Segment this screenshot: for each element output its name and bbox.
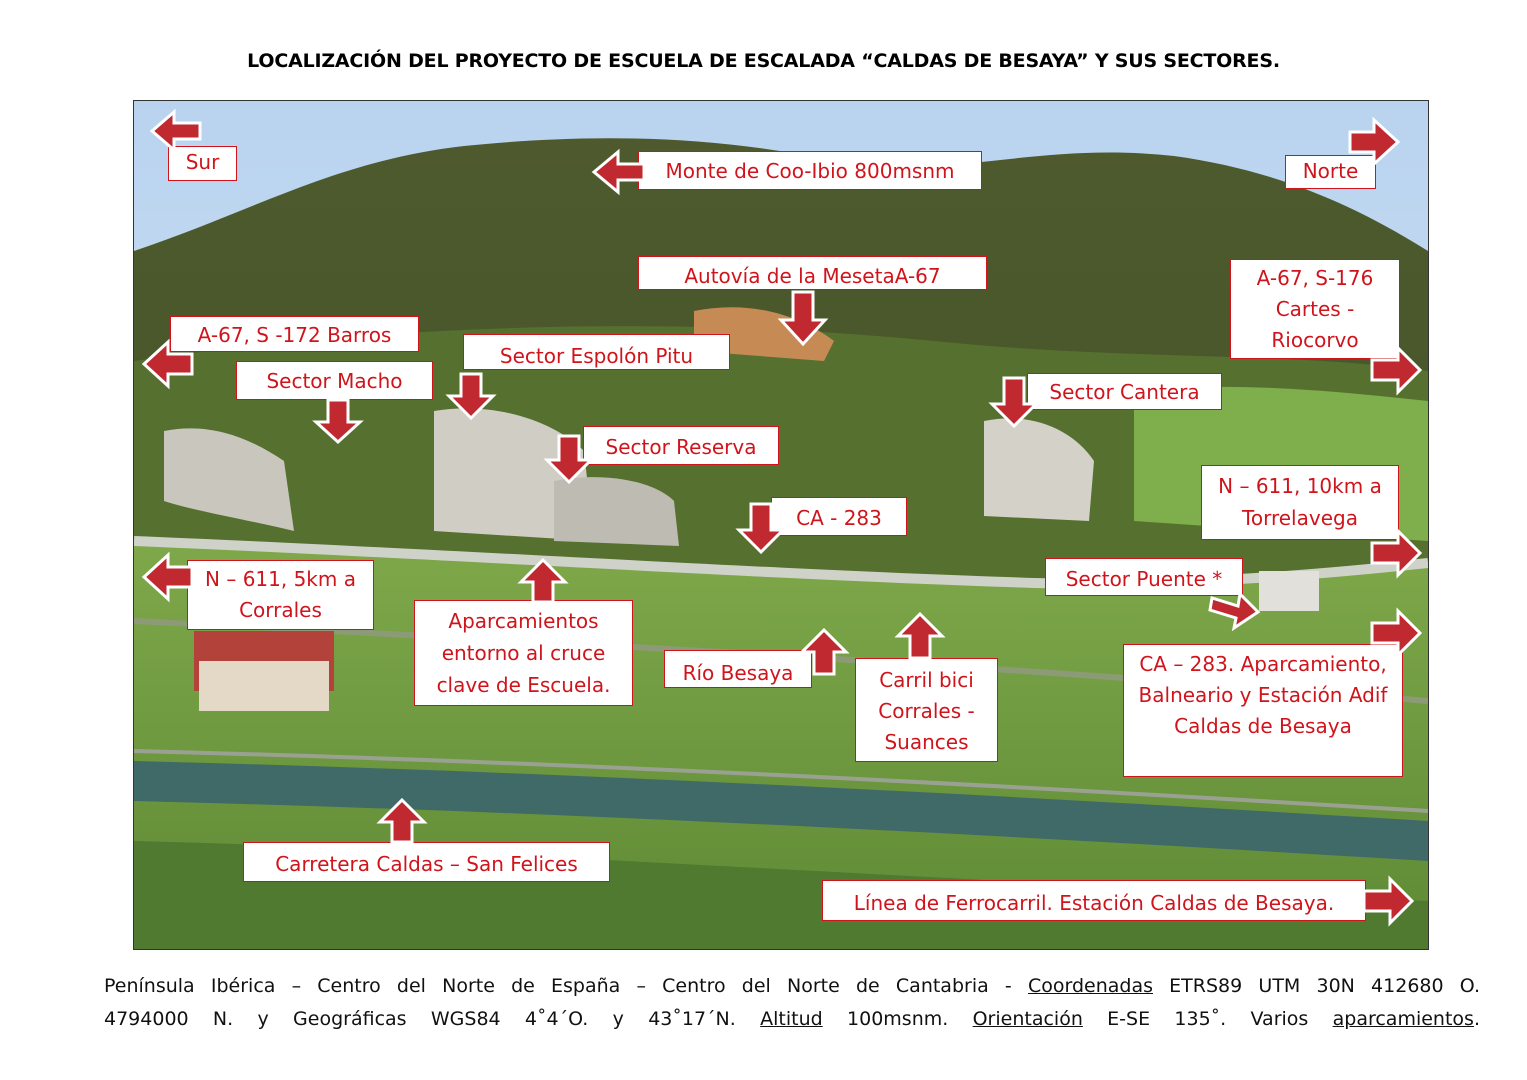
arrow-carril-up-icon <box>892 610 948 662</box>
footer-coordenadas: Coordenadas <box>1027 975 1153 997</box>
footer-text: 100msnm. <box>822 1008 973 1030</box>
label-espolon: Sector Espolón Pitu <box>463 334 730 370</box>
footer-text: ETRS89 UTM 30N 412680 O. <box>1153 975 1480 997</box>
arrow-ca283-aparcamiento-right-icon <box>1368 606 1424 660</box>
footer-text: E-SE 135˚. Varios <box>1082 1008 1333 1030</box>
label-aparcamientos: Aparcamientos entorno al cruce clave de Escuela. <box>414 600 633 706</box>
arrow-espolon-down-icon <box>443 370 499 422</box>
label-ca283-aparcamiento: CA – 283. Aparcamiento, Balneario y Estación Adif Caldas de Besaya <box>1123 644 1403 777</box>
footer-line-1 <box>104 970 1480 1003</box>
label-n611-10km: N – 611, 10km a Torrelavega <box>1201 465 1399 540</box>
label-ca283: CA - 283 <box>771 497 907 536</box>
arrow-norte-right-icon <box>1346 114 1402 170</box>
footer-text: Península Ibérica – Centro del Norte de España – Centro del Norte de Cantabria - <box>104 975 1028 997</box>
arrow-cantera-down-icon <box>986 374 1042 430</box>
arrow-n611-10km-right-icon <box>1368 526 1424 580</box>
label-rio-besaya: Río Besaya <box>664 650 812 688</box>
arrow-a67-s172-left-icon <box>140 338 196 390</box>
arrow-a67-s176-right-icon <box>1368 342 1424 398</box>
label-ferrocarril: Línea de Ferrocarril. Estación Caldas de Besaya. <box>822 880 1366 921</box>
building-wall <box>199 661 329 711</box>
label-a67-s172: A-67, S -172 Barros <box>170 316 419 352</box>
page-title: LOCALIZACIÓN DEL PROYECTO DE ESCUELA DE ESCALADA “CALDAS DE BESAYA” Y SUS SECTORES. <box>247 50 1280 72</box>
label-autovia: Autovía de la MesetaA-67 <box>638 256 987 290</box>
arrow-ferrocarril-right-icon <box>1360 874 1416 928</box>
arrow-aparcamientos-up-icon <box>515 556 571 606</box>
footer-aparcamientos: aparcamientos <box>1332 1008 1474 1030</box>
arrow-puente-diag-icon <box>1206 588 1262 634</box>
label-reserva: Sector Reserva <box>583 426 779 465</box>
label-n611-5km: N – 611, 5km a Corrales <box>187 560 374 630</box>
footer-altitud: Altitud <box>760 1008 823 1030</box>
label-puente: Sector Puente * <box>1045 558 1243 596</box>
arrow-ca283-down-icon <box>733 500 789 556</box>
footer-orientacion: Orientación <box>972 1008 1083 1030</box>
bridge-building <box>1259 571 1319 611</box>
label-monte: Monte de Coo-Ibio 800msnm <box>638 151 982 190</box>
label-carril-bici: Carril bici Corrales - Suances <box>855 658 998 762</box>
label-carretera: Carretera Caldas – San Felices <box>243 842 610 882</box>
location-footer <box>104 970 1480 1036</box>
footer-text: . <box>1473 1008 1480 1030</box>
label-a67-s176: A-67, S-176 Cartes - Riocorvo <box>1230 259 1400 359</box>
footer-line-2 <box>104 1003 1480 1036</box>
arrow-autovia-down-icon <box>775 288 831 348</box>
arrow-n611-5km-left-icon <box>140 550 196 604</box>
arrow-carretera-up-icon <box>374 796 430 846</box>
arrow-sur-left-icon <box>148 108 208 154</box>
label-macho: Sector Macho <box>236 361 433 400</box>
arrow-macho-down-icon <box>310 396 366 446</box>
arrow-rio-up-icon <box>796 626 852 678</box>
arrow-monte-left-icon <box>590 148 646 196</box>
arrow-reserva-down-icon <box>541 432 597 486</box>
label-sur: Sur <box>168 146 237 181</box>
label-norte: Norte <box>1285 155 1376 189</box>
label-cantera: Sector Cantera <box>1027 373 1222 410</box>
footer-text: 4794000 N. y Geográficas WGS84 4˚4´O. y 43˚17´N. <box>104 1008 761 1030</box>
